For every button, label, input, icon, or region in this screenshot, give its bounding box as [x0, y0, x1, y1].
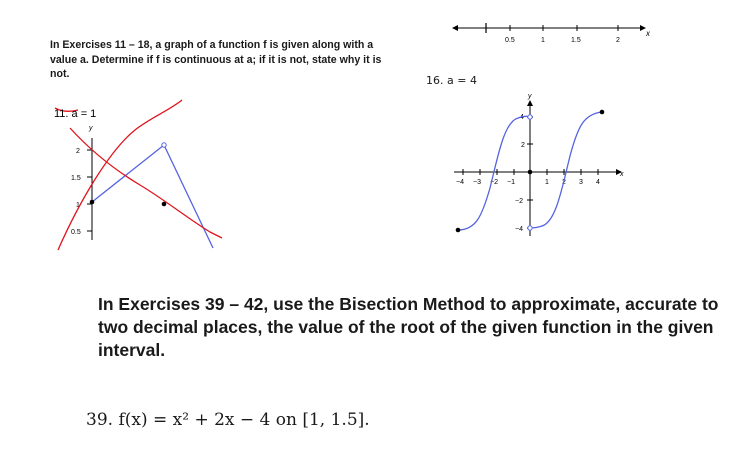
- top-axis-tick-label: 1: [541, 37, 545, 44]
- ex16-x-tick: 4: [596, 179, 600, 186]
- ex16-y-tick: −4: [515, 226, 523, 233]
- ex16-x-letter: x: [620, 171, 624, 178]
- ex16-origin-point: [528, 170, 533, 175]
- ex16-curve-left: [458, 116, 530, 230]
- ex16-y-tick: 4: [520, 114, 524, 121]
- ex16-open-point: [528, 115, 532, 119]
- ex11-function-curve-right: [164, 145, 213, 248]
- ex16-x-tick: 1: [545, 179, 549, 186]
- ex11-y-letter: y: [89, 125, 93, 132]
- ex11-y-tick: 0.5: [71, 229, 81, 236]
- ex11-y-tick: 2: [76, 148, 80, 155]
- ex16-x-tick: 2: [562, 179, 566, 186]
- exercise-16-label: 16. a = 4: [426, 74, 477, 87]
- ex11-y-tick: 1.5: [71, 175, 81, 182]
- ex16-endpoint: [456, 228, 461, 233]
- top-axis-tick-label: 1.5: [571, 37, 581, 44]
- ex11-filled-point: [90, 200, 95, 205]
- ex16-x-tick: 3: [579, 179, 583, 186]
- top-axis-letter: x: [646, 29, 650, 38]
- exercise-39: 39. f(x) = x² + 2x − 4 on [1, 1.5].: [86, 410, 370, 430]
- ex16-y-letter: y: [528, 93, 532, 100]
- exercise-instructions: In Exercises 11 – 18, a graph of a function f is given along with a value a. Determine if f is continuous at a; if it is not, state why it is not.: [50, 39, 382, 80]
- ex16-x-tick: −1: [507, 179, 515, 186]
- exercise-16-graph: [448, 92, 628, 242]
- ex16-y-tick: 2: [521, 142, 525, 149]
- ex16-x-tick: −3: [473, 179, 481, 186]
- ex16-y-tick: −2: [515, 198, 523, 205]
- ex16-x-tick: −4: [456, 179, 464, 186]
- ex16-x-tick: −2: [490, 179, 498, 186]
- ex16-open-point: [528, 226, 532, 230]
- ex16-endpoint: [600, 110, 605, 115]
- top-axis-fragment: [450, 10, 650, 50]
- top-axis-tick-label: 2: [616, 37, 620, 44]
- ex11-open-point: [162, 143, 166, 147]
- bisection-instructions: In Exercises 39 – 42, use the Bisection Method to approximate, accurate to two decimal places, the value of the root of the given function in the given interval.: [98, 294, 719, 360]
- top-axis-tick-label: 0.5: [505, 37, 515, 44]
- exercise-11-graph: [40, 90, 240, 260]
- exercise-11-label: 11. a = 1: [54, 108, 97, 120]
- ex11-y-tick: 1: [76, 202, 80, 209]
- ex16-curve-right: [530, 112, 602, 228]
